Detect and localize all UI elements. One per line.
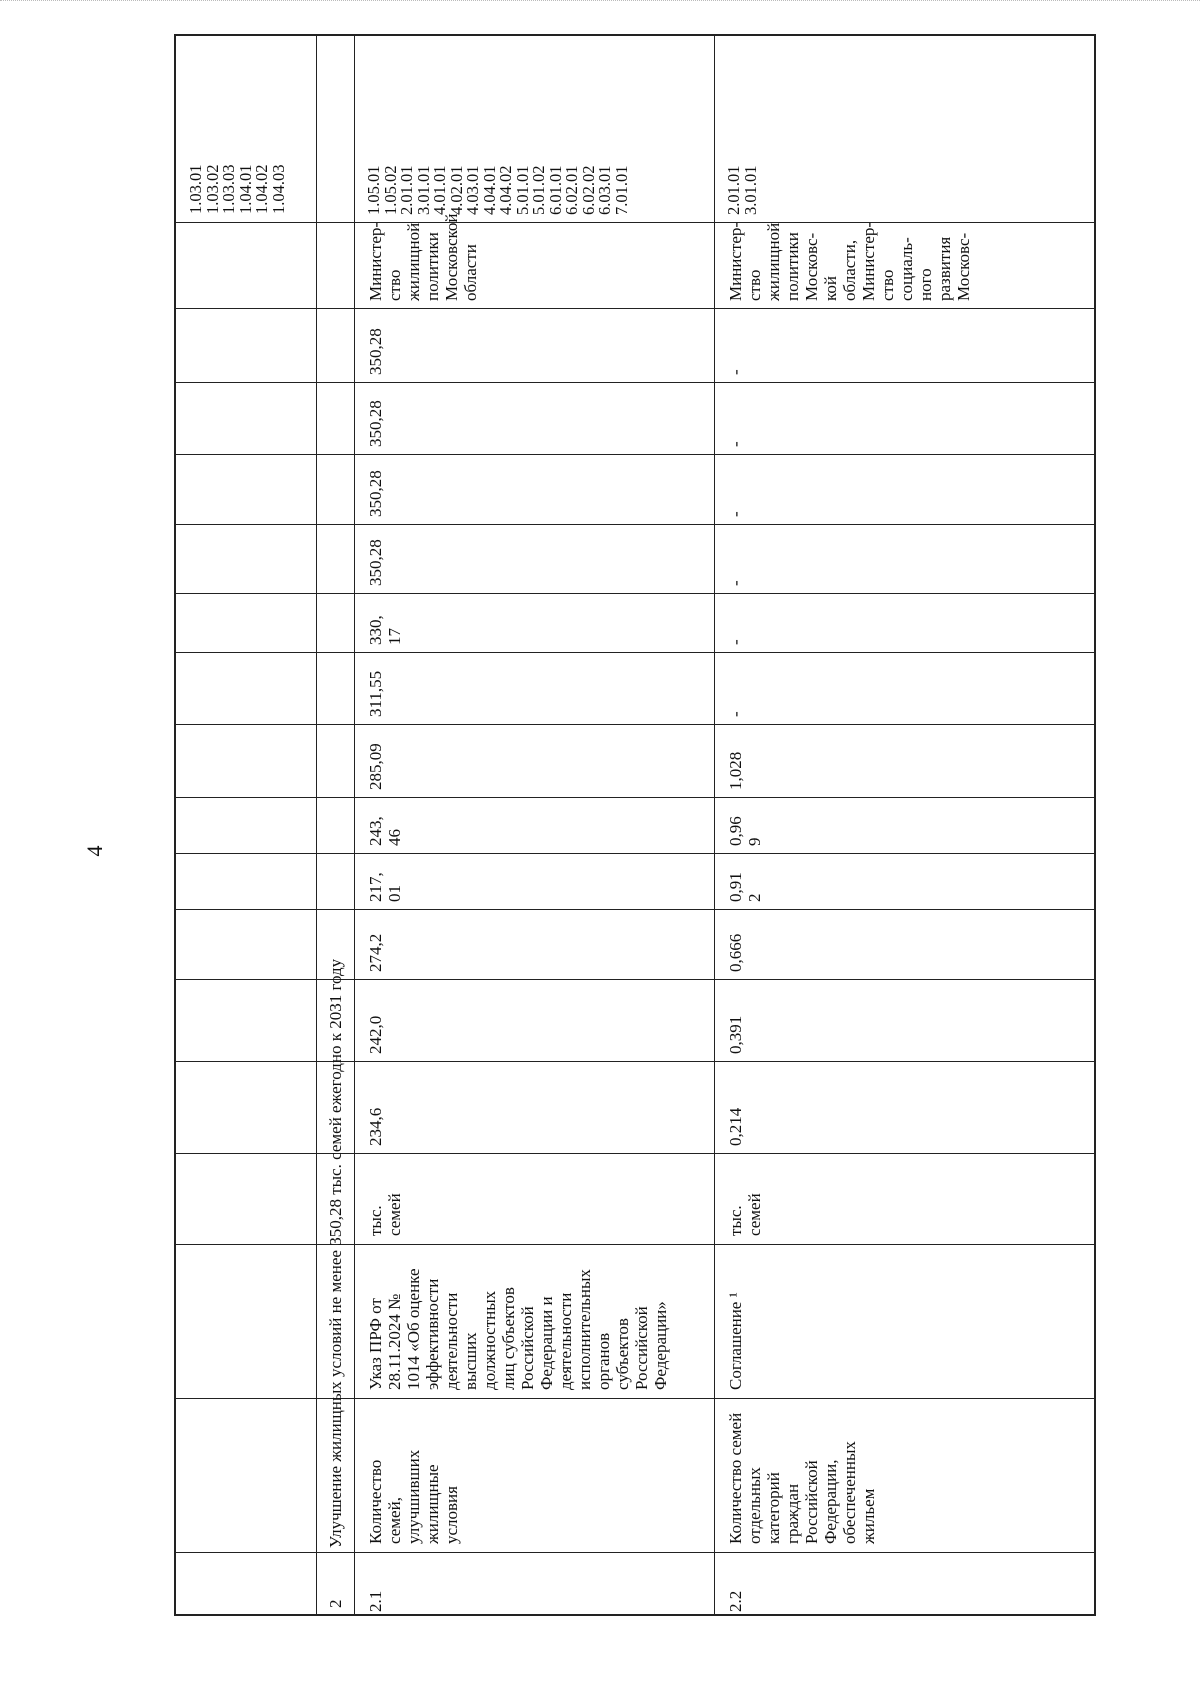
col-divider-v9 bbox=[176, 593, 1094, 594]
row-2-1-value-3: 274,2 bbox=[366, 933, 385, 972]
row-2-1-value-1: 234,6 bbox=[366, 1107, 385, 1146]
col-divider-basis bbox=[176, 1398, 1094, 1399]
row-2-2-number: 2.2 bbox=[726, 1590, 745, 1612]
row-2-2-value-2: 0,391 bbox=[726, 1015, 745, 1054]
row-2-2-value-9: - bbox=[726, 580, 745, 586]
row-2-1-value-12: 350,28 bbox=[366, 328, 385, 375]
col-divider-v6 bbox=[176, 797, 1094, 798]
row-2-1-value-4: 217, 01 bbox=[366, 872, 404, 902]
row-2-1-value-8: 330, 17 bbox=[366, 615, 404, 645]
row-2-1-basis: Указ ПРФ от 28.11.2024 № 1014 «Об оценке эффективности деятельности высших должностных лиц субъектов Российской Федерации и деятельности исполнительных органов субъектов Российской Федерации» bbox=[366, 1268, 670, 1390]
row-2-2-value-8: - bbox=[726, 639, 745, 645]
row-2-1-number: 2.1 bbox=[366, 1590, 385, 1612]
row-2-2-value-10: - bbox=[726, 511, 745, 517]
col-divider-v2 bbox=[176, 1061, 1094, 1062]
row-2-1-value-11: 350,28 bbox=[366, 400, 385, 447]
row-2-2-value-3: 0,666 bbox=[726, 933, 745, 972]
col-divider-v4 bbox=[176, 909, 1094, 910]
row-2-2-value-11: - bbox=[726, 441, 745, 447]
row-2-2-basis: Соглашение ¹ bbox=[726, 1292, 745, 1390]
col-divider-v11 bbox=[176, 454, 1094, 455]
row-2-2-value-4: 0,91 2 bbox=[726, 872, 764, 902]
scan-edge-artifact bbox=[0, 0, 1200, 7]
col-divider-unit bbox=[176, 1244, 1094, 1245]
top-row-codes: 1.03.01 1.03.02 1.03.03 1.04.01 1.04.02 1.04.03 bbox=[186, 164, 288, 214]
row-2-1-codes: 1.05.01 1.05.02 2.01.01 3.01.01 4.01.01 4.02.01 4.03.01 4.04.01 4.04.02 5.01.01 5.01.02 6.01.01 6.02.01 6.02.02 6.03.01 7.01.01 bbox=[364, 165, 631, 215]
row-2-1-value-2: 242,0 bbox=[366, 1015, 385, 1054]
row-2-1-responsible: Министер- ство жилищной политики Московской области bbox=[366, 213, 480, 301]
col-divider-v10 bbox=[176, 524, 1094, 525]
col-divider-name bbox=[176, 1552, 1094, 1553]
row-2-1-value-5: 243, 46 bbox=[366, 816, 404, 846]
row-2-2-responsible: Министер- ство жилищной политики Московс- кой области, Министер- ство социаль- ного развития Московс- bbox=[726, 221, 973, 301]
row-2-2-value-5: 0,96 9 bbox=[726, 816, 764, 846]
row-2-2-value-6: 1,028 bbox=[726, 751, 745, 790]
col-divider-v5 bbox=[176, 853, 1094, 854]
row-2-2-value-7: - bbox=[726, 711, 745, 717]
col-divider-v12 bbox=[176, 382, 1094, 383]
row-2-2-unit: тыс. семей bbox=[726, 1193, 764, 1236]
row-2-1-value-7: 311,55 bbox=[366, 670, 385, 717]
section-title: Улучшение жилищных условий не менее 350,28 тыс. семей ежегодно к 2031 году bbox=[326, 958, 345, 1548]
row-2-1-value-6: 285,09 bbox=[366, 743, 385, 790]
row-divider-section bbox=[354, 36, 355, 1614]
row-2-1-value-10: 350,28 bbox=[366, 470, 385, 517]
row-divider-top bbox=[316, 36, 317, 1614]
row-2-2-value-1: 0,214 bbox=[726, 1107, 745, 1146]
col-divider-v3 bbox=[176, 979, 1094, 980]
col-divider-v8 bbox=[176, 652, 1094, 653]
row-divider-middle bbox=[714, 36, 715, 1614]
row-2-2-name: Количество семей отдельных категорий граждан Российской Федерации, обеспеченных жильем bbox=[726, 1412, 878, 1544]
section-number: 2 bbox=[326, 1599, 345, 1608]
row-2-1-name: Количество семей, улучшивших жилищные условия bbox=[366, 1449, 461, 1544]
indicators-table bbox=[174, 34, 1096, 1616]
row-2-1-value-9: 350,28 bbox=[366, 539, 385, 586]
row-2-2-value-12: - bbox=[726, 369, 745, 375]
page-number: 4 bbox=[82, 845, 107, 857]
row-2-2-codes: 2.01.01 3.01.01 bbox=[724, 165, 760, 215]
col-divider-responsible bbox=[176, 308, 1094, 309]
row-2-1-unit: тыс. семей bbox=[366, 1193, 404, 1236]
col-divider-v1 bbox=[176, 1153, 1094, 1154]
col-divider-v7 bbox=[176, 724, 1094, 725]
